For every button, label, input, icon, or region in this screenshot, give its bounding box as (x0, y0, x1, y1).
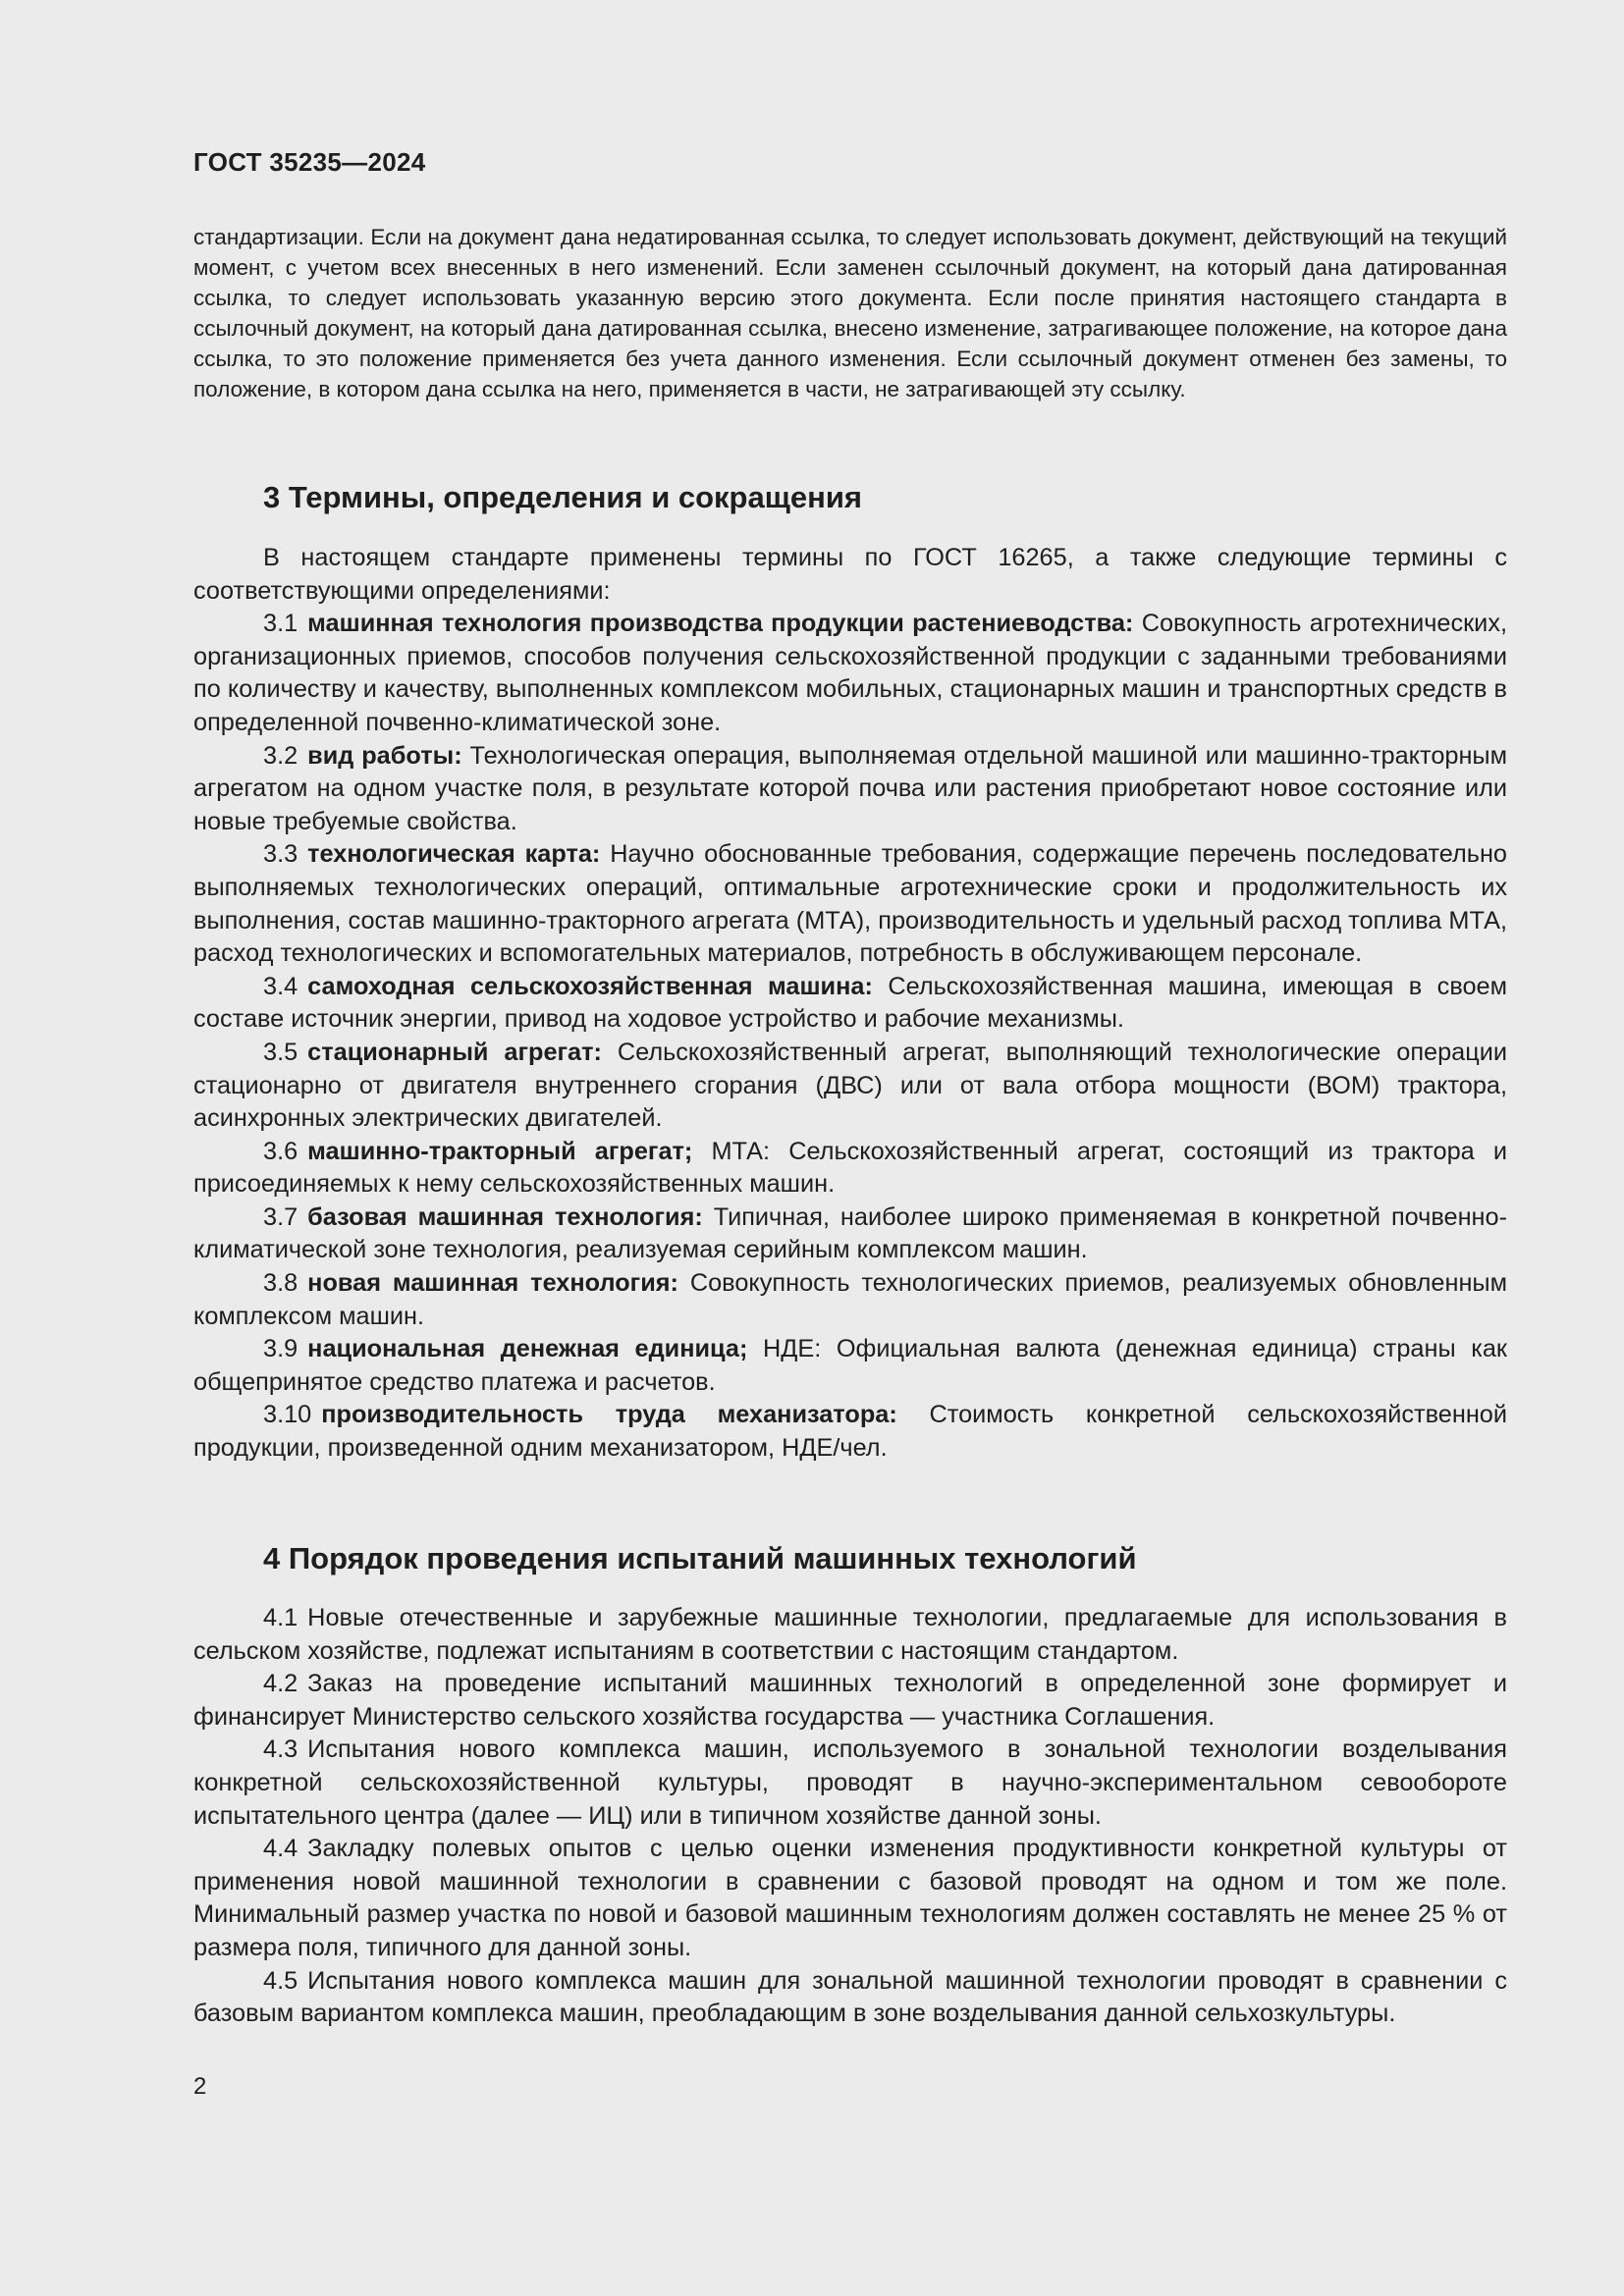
term-name: вид работы: (307, 741, 462, 770)
term-name: базовая машинная технология: (307, 1202, 703, 1231)
term-3-6 (193, 1136, 1507, 1201)
term-3-5 (193, 1037, 1507, 1136)
section-3-lead: В настоящем стандарте применены термины по ГОСТ 16265, а также следующие термины с соответствующими определениями: (193, 544, 1507, 605)
term-name: новая машинная технология: (307, 1269, 678, 1298)
clause-4-1 (193, 1602, 1507, 1668)
term-number: 3.1 (263, 610, 298, 638)
term-3-8 (193, 1267, 1507, 1333)
clause-number: 4.4 (263, 1835, 298, 1863)
term-number: 3.10 (263, 1401, 312, 1429)
term-definition: Типичная, наиболее широко применяемая в конкретной почвенно-климатической зоне технология, реализуемая серийным комплексом машин. (193, 1202, 1508, 1264)
section-4-body (193, 1602, 1507, 2031)
term-definition: Научно обоснованные требования, содержащие перечень последовательно выполняемых технологических операций, оптимальные агротехнические сроки и продолжительность их выполнения, состав машинно-тракторного агрегата (МТА), производительность и удельный расход топлива МТА, расход технологических и вспомогательных материалов, потребность в обслуживающем персонале. (193, 840, 1507, 968)
clause-text: Закладку полевых опытов с целью оценки изменения продуктивности конкретной культуры от применения новой машинной технологии в сравнении с базовой проводят на одном и том же поле. Минимальный размер участка по новой и базовой машинным технологиям должен составлять не менее 25 % от размера поля, типичного для данной зоны. (193, 1835, 1507, 1961)
clause-number: 4.2 (263, 1670, 298, 1698)
section-4-heading: 4 Порядок проведения испытаний машинных технологий (263, 1541, 1137, 1575)
term-name: технологическая карта: (307, 840, 601, 869)
section-3-heading: 3 Термины, определения и сокращения (263, 480, 862, 514)
clause-4-2 (193, 1668, 1507, 1734)
term-definition: Совокупность технологических приемов, реализуемых обновленным комплексом машин. (193, 1269, 1508, 1330)
term-definition: Сельскохозяйственный агрегат, выполняющий технологические операции стационарно от двигателя внутреннего сгорания (ДВС) или от вала отбора мощности (ВОМ) трактора, асинхронных электрических двигателей. (193, 1038, 1507, 1133)
clause-number: 4.5 (263, 1966, 298, 1995)
term-name: самоходная сельскохозяйственная машина: (307, 972, 873, 1000)
term-definition: Сельскохозяйственная машина, имеющая в своем составе источник энергии, привод на ходовое устройство и рабочие механизмы. (193, 972, 1508, 1034)
term-definition: Совокупность агротехнических, организационных приемов, способов получения сельскохозяйственной продукции с заданными требованиями по количеству и качеству, выполненных комплексом мобильных, стационарных машин и транспортных средств в определенной почвенно-климатической зоне. (193, 610, 1507, 736)
term-number: 3.4 (263, 972, 298, 1000)
clause-text: Испытания нового комплекса машин, используемого в зональной технологии возделывания конкретной сельскохозяйственной культуры, проводят в научно-экспериментальном севообороте испытательного центра (далее — ИЦ) или в типичном хозяйстве данной зоны. (193, 1735, 1507, 1830)
term-number: 3.6 (263, 1137, 298, 1165)
term-number: 3.5 (263, 1038, 298, 1066)
term-3-1 (193, 608, 1507, 739)
term-3-7 (193, 1201, 1507, 1267)
term-name: машинно-тракторный агрегат; (307, 1137, 693, 1165)
term-3-10 (193, 1399, 1507, 1465)
term-3-9 (193, 1333, 1507, 1399)
term-definition: МТА: Сельскохозяйственный агрегат, состоящий из трактора и присоединяемых к нему сельскохозяйственных машин. (193, 1137, 1508, 1199)
term-number: 3.7 (263, 1202, 298, 1231)
term-definition: НДЕ: Официальная валюта (денежная единица) страны как общепринятое средство платежа и расчетов. (193, 1335, 1507, 1396)
term-definition: Технологическая операция, выполняемая отдельной машиной или машинно-тракторным агрегатом на одном участке поля, в результате которой почва или растения приобретают новое состояние или новые требуемые свойства. (193, 741, 1507, 835)
page-number: 2 (193, 2073, 207, 2100)
term-3-2 (193, 740, 1507, 839)
clause-4-3 (193, 1734, 1507, 1833)
term-definition: Стоимость конкретной сельскохозяйственной продукции, произведенной одним механизатором, НДЕ/чел. (193, 1401, 1507, 1463)
section-3-body (193, 542, 1507, 1466)
term-name: стационарный агрегат: (307, 1038, 602, 1066)
term-number: 3.9 (263, 1335, 298, 1363)
term-3-4 (193, 971, 1507, 1037)
clause-text: Испытания нового комплекса машин для зональной машинной технологии проводят в сравнении с базовым вариантом комплекса машин, преобладающим в зоне возделывания данной сельхозкультуры. (193, 1966, 1507, 2028)
term-number: 3.3 (263, 840, 298, 869)
term-name: производительность труда механизатора: (321, 1401, 897, 1429)
document-code-header: ГОСТ 35235—2024 (193, 147, 426, 177)
term-number: 3.2 (263, 741, 298, 770)
intro-paragraph: стандартизации. Если на документ дана недатированная ссылка, то следует использовать документ, действующий на текущий момент, с учетом всех внесенных в него изменений. Если заменен ссылочный документ, на который дана датированная ссылка, то следует использовать указанную версию этого документа. Если после принятия настоящего стандарта в ссылочный документ, на который дана датированная ссылка, внесено изменение, затрагивающее положение, на которое дана ссылка, то это положение применяется без учета данного изменения. Если ссылочный документ отменен без замены, то положение, в котором дана ссылка на него, применяется в части, не затрагивающей эту ссылку. (193, 225, 1507, 401)
term-number: 3.8 (263, 1269, 298, 1298)
term-3-3 (193, 838, 1507, 970)
clause-number: 4.1 (263, 1604, 298, 1631)
term-name: национальная денежная единица; (307, 1335, 748, 1363)
clause-text: Новые отечественные и зарубежные машинные технологии, предлагаемые для использования в сельском хозяйстве, подлежат испытаниям в соответствии с настоящим стандартом. (193, 1604, 1507, 1665)
clause-number: 4.3 (263, 1735, 298, 1764)
term-name: машинная технология производства продукции растениеводства: (307, 610, 1134, 638)
clause-4-4 (193, 1833, 1507, 1964)
clause-text: Заказ на проведение испытаний машинных технологий в определенной зоне формирует и финансирует Министерство сельского хозяйства государства — участника Соглашения. (193, 1670, 1507, 1731)
clause-4-5 (193, 1965, 1507, 2031)
